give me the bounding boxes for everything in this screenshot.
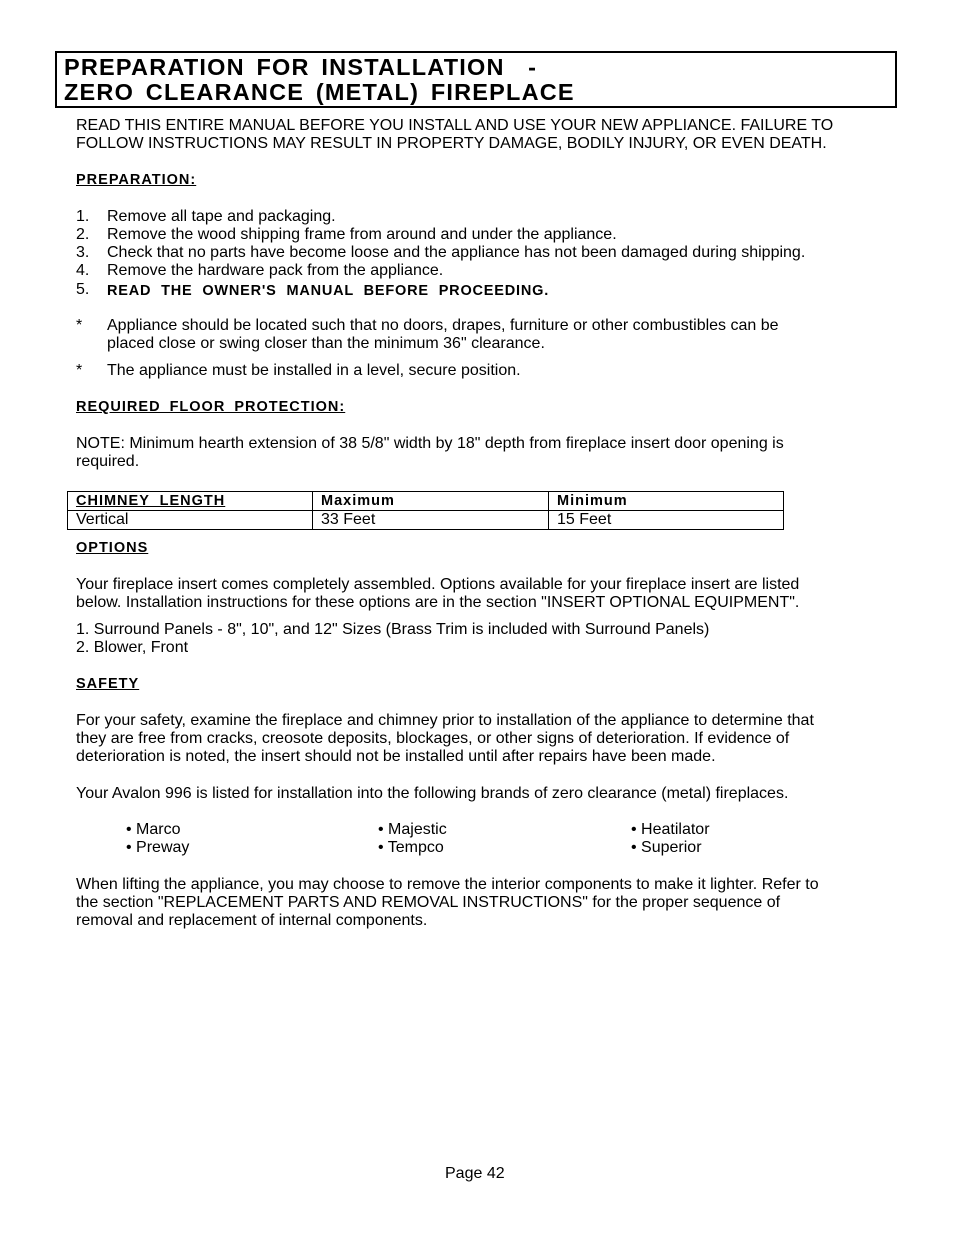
table-header-cell: Minimum — [549, 492, 784, 511]
safety-para-line-2: they are free from cracks, creosote deposits, blockages, or other signs of deterioration. If evidence of — [76, 730, 790, 747]
lifting-para-line-1: When lifting the appliance, you may choose to remove the interior components to make it lighter. Refer to — [76, 876, 819, 893]
step-text: Remove the wood shipping frame from around and under the appliance. — [107, 226, 617, 243]
option-item-1: 1. Surround Panels - 8", 10", and 12" Sizes (Brass Trim is included with Surround Panels) — [76, 621, 710, 638]
floor-note-line-1: NOTE: Minimum hearth extension of 38 5/8" width by 18" depth from fireplace insert door opening is — [76, 435, 784, 452]
floor-note-line-2: required. — [76, 453, 140, 470]
brand-item: • Preway — [126, 839, 190, 856]
step-number: 3. — [76, 244, 90, 261]
lifting-para-line-3: removal and replacement of internal components. — [76, 912, 428, 929]
note-marker: * — [76, 362, 83, 379]
safety-para-line-1: For your safety, examine the fireplace and chimney prior to installation of the appliance to determine that — [76, 712, 814, 729]
chimney-length-table — [67, 491, 784, 530]
preparation-heading: PREPARATION: — [76, 172, 197, 188]
table-cell: 15 Feet — [549, 511, 784, 530]
table-row — [68, 511, 784, 530]
note-line: placed close or swing closer than the minimum 36" clearance. — [107, 335, 545, 352]
table-header-row — [68, 492, 784, 511]
brand-item: • Tempco — [378, 839, 444, 856]
option-item-2: 2. Blower, Front — [76, 639, 189, 656]
page-title — [55, 51, 897, 108]
intro-line-2: FOLLOW INSTRUCTIONS MAY RESULT IN PROPERTY DAMAGE, BODILY INJURY, OR EVEN DEATH. — [76, 135, 827, 152]
safety-heading: SAFETY — [76, 676, 140, 692]
step-number: 2. — [76, 226, 90, 243]
table-cell: Vertical — [68, 511, 313, 530]
brand-item: • Majestic — [378, 821, 447, 838]
step-text: Check that no parts have become loose and the appliance has not been damaged during shipping. — [107, 244, 806, 261]
step-text: Remove the hardware pack from the appliance. — [107, 262, 444, 279]
intro-line-1: READ THIS ENTIRE MANUAL BEFORE YOU INSTALL AND USE YOUR NEW APPLIANCE. FAILURE TO — [76, 117, 834, 134]
table-cell: 33 Feet — [313, 511, 549, 530]
options-para-line-1: Your fireplace insert comes completely assembled. Options available for your fireplace insert are listed — [76, 576, 800, 593]
brand-item: • Marco — [126, 821, 181, 838]
brand-item: • Heatilator — [631, 821, 710, 838]
step-text: Remove all tape and packaging. — [107, 208, 336, 225]
table-header-cell: CHIMNEY LENGTH — [68, 492, 313, 511]
note-line: Appliance should be located such that no doors, drapes, furniture or other combustibles can be — [107, 317, 779, 334]
options-para-line-2: below. Installation instructions for these options are in the section "INSERT OPTIONAL EQUIPMENT". — [76, 594, 800, 611]
table-header-cell: Maximum — [313, 492, 549, 511]
title-line-1: PREPARATION FOR INSTALLATION - — [64, 54, 538, 80]
listed-brands-intro: Your Avalon 996 is listed for installation into the following brands of zero clearance (metal) fireplaces. — [76, 785, 789, 802]
floor-protection-heading: REQUIRED FLOOR PROTECTION: — [76, 399, 346, 415]
options-heading: OPTIONS — [76, 540, 149, 556]
note-line: The appliance must be installed in a level, secure position. — [107, 362, 521, 379]
safety-para-line-3: deterioration is noted, the insert should not be installed until after repairs have been made. — [76, 748, 716, 765]
page-number: Page 42 — [445, 1165, 505, 1182]
step-number: 5. — [76, 281, 90, 298]
step-text-emphasis: READ THE OWNER'S MANUAL BEFORE PROCEEDING. — [107, 283, 550, 299]
title-line-2: ZERO CLEARANCE (METAL) FIREPLACE — [64, 79, 575, 105]
note-marker: * — [76, 317, 83, 334]
lifting-para-line-2: the section "REPLACEMENT PARTS AND REMOVAL INSTRUCTIONS" for the proper sequence of — [76, 894, 781, 911]
brand-item: • Superior — [631, 839, 702, 856]
step-number: 4. — [76, 262, 90, 279]
step-number: 1. — [76, 208, 90, 225]
